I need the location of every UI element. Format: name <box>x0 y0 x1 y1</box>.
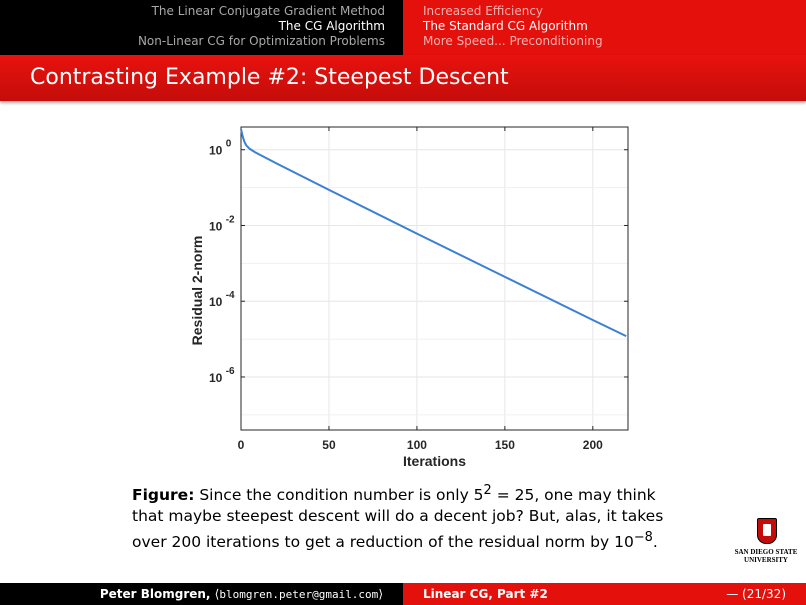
caption-text-1: Since the condition number is only 5 <box>199 486 484 505</box>
author-email[interactable]: blomgren.peter@gmail.com <box>219 588 379 601</box>
footer-page-number: — (21/32) <box>726 587 786 601</box>
university-logo <box>733 518 799 568</box>
caption-sup-2: −8 <box>633 530 653 546</box>
figure-caption <box>132 480 680 553</box>
chart-ticks <box>209 127 628 452</box>
footer-left <box>0 583 403 605</box>
residual-chart <box>180 115 650 475</box>
caption-text-3: . <box>652 533 658 552</box>
logo-line-2: UNIVERSITY <box>744 556 788 564</box>
nav-section-linear-cg[interactable]: The Linear Conjugate Gradient Method <box>151 4 385 18</box>
x-tick-label: 200 <box>582 438 603 452</box>
footer-right <box>403 583 806 605</box>
nav-subsection-standard-cg[interactable]: The Standard CG Algorithm <box>423 19 588 33</box>
footer-course: Linear CG, Part #2 <box>423 587 548 601</box>
caption-text-2: = 25, one may think that maybe steepest descent will do a decent job? But, alas, it takes over 200 iterations to get a reduction of the residual norm by 10 <box>132 486 664 552</box>
y-axis-label: Residual 2-norm <box>189 235 205 346</box>
slide-footer <box>0 583 806 605</box>
y-tick-label: 10 $^{-2}$ <box>209 214 235 234</box>
nav-header-subsections <box>403 0 806 55</box>
slide-title-bar <box>0 55 806 101</box>
author-name: Peter Blomgren, <box>99 587 211 601</box>
university-shield-icon <box>757 518 777 544</box>
nav-section-cg-algorithm[interactable]: The CG Algorithm <box>278 19 385 33</box>
nav-subsection-preconditioning[interactable]: More Speed... Preconditioning <box>423 34 603 48</box>
caption-label: Figure: <box>132 486 195 505</box>
slide-title: Contrasting Example #2: Steepest Descent <box>30 65 509 90</box>
nav-header <box>0 0 806 55</box>
plot-frame <box>241 127 628 430</box>
nav-subsection-increased-efficiency[interactable]: Increased Efficiency <box>423 4 544 18</box>
nav-section-nonlinear-cg[interactable]: Non-Linear CG for Optimization Problems <box>137 34 385 48</box>
chart-grid <box>241 127 628 430</box>
footer-author: Peter Blomgren, ⟨blomgren.peter@gmail.com⟩ <box>99 587 383 601</box>
y-tick-label: 10 $^0$ <box>209 138 232 158</box>
x-tick-label: 150 <box>494 438 515 452</box>
nav-header-sections <box>0 0 403 55</box>
x-axis-label: Iterations <box>402 453 467 469</box>
y-tick-label: 10 $^{-4}$ <box>209 290 235 310</box>
caption-sup-1: 2 <box>483 483 492 498</box>
x-tick-label: 100 <box>406 438 427 452</box>
series-line-residual <box>241 129 626 336</box>
x-tick-label: 50 <box>322 438 336 452</box>
x-tick-label: 0 <box>237 438 245 452</box>
y-tick-label: 10 $^{-6}$ <box>209 365 235 385</box>
logo-line-1: SAN DIEGO STATE <box>734 548 798 556</box>
